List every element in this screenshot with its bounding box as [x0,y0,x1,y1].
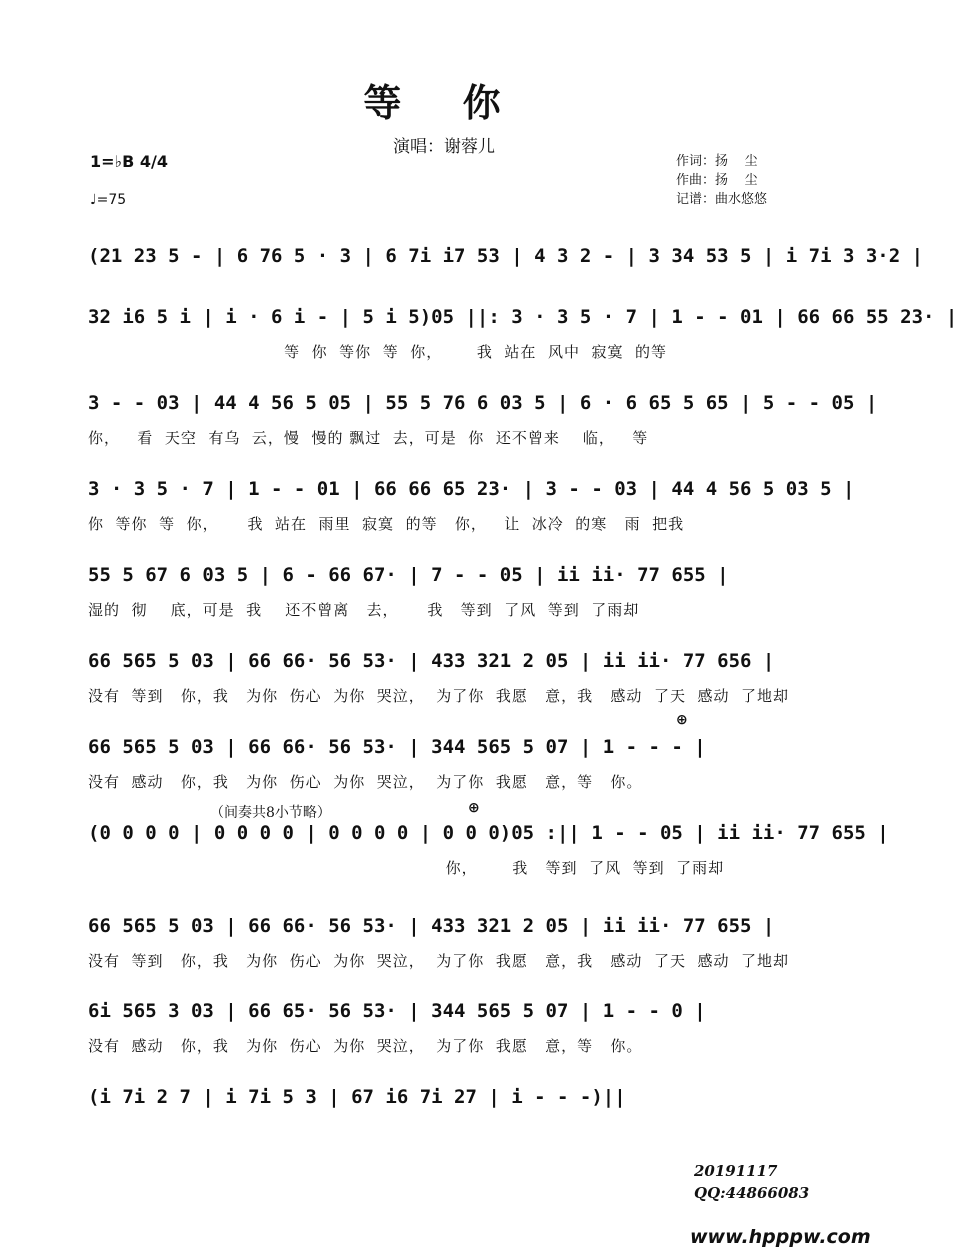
footer-info [694,1160,809,1204]
staff-lyrics: 没有 感动 你，我 为你 伤心 为你 哭泣， 为了你 我愿 意，等 你。 [88,773,643,791]
staff-3 [0,383,888,473]
key-signature: 1=♭B 4/4 [90,152,168,171]
staff-lyrics: 等 你 等你 等 你， 我 站在 风中 寂寞 的等 [88,343,668,361]
staff-notes: 6i 565 3 03 | 66 65· 56 53· | 344 565 5 07 | 1 - - 0 | [88,1000,706,1022]
staff-lyrics: 没有 等到 你，我 为你 伤心 为你 哭泣， 为了你 我愿 意，我 感动 了天 感动 了地却 [88,687,790,705]
coda-symbol: ⊕ [676,712,688,728]
staff-lyrics [88,1121,800,1147]
staff-lyrics: 湿的 彻 底，可是 我 还不曾离 去， 我 等到 了风 等到 了雨却 [88,601,640,619]
staff-notes: 3 · 3 5 · 7 | 1 - - 01 | 66 66 65 23· | 3 - - 03 | 44 4 56 5 03 5 | [88,478,855,500]
staff-notes: (21 23 5 - | 6 76 5 · 3 | 6 7i i7 53 | 4 3 2 - | 3 34 53 5 | i 7i 3 3·2 | [88,245,924,267]
staff-4 [0,469,888,559]
staff-7 [0,727,888,817]
contact-qq: QQ:44866083 [694,1184,810,1202]
staff-lyrics: 没有 感动 你，我 为你 伤心 为你 哭泣， 为了你 我愿 意，等 你。 [88,1037,643,1055]
credits-block [676,152,767,209]
interlude-note: （间奏共8小节略） [210,805,331,821]
staff-lyrics: 没有 等到 你，我 为你 伤心 为你 哭泣， 为了你 我愿 意，我 感动 了天 感动 了地却 [88,952,790,970]
coda-symbol: ⊕ [468,800,480,816]
staff-5 [0,555,888,645]
staff-notes: (0 0 0 0 | 0 0 0 0 | 0 0 0 0 | 0 0 0)05 :|| 1 - - 05 | ii ii· 77 655 | [88,822,889,844]
staff-notes: 55 5 67 6 03 5 | 6 - 66 67· | 7 - - 05 | ii ii· 77 655 | [88,564,729,586]
staff-notes: (i 7i 2 7 | i 7i 5 3 | 67 i6 7i 27 | i - - -)|| [88,1086,626,1108]
staff-notes: 66 565 5 03 | 66 66· 56 53· | 433 321 2 05 | ii ii· 77 656 | [88,650,775,672]
tempo-marking: ♩=75 [90,192,127,208]
staff-notes: 3 - - 03 | 44 4 56 5 05 | 55 5 76 6 03 5 | 6 · 6 65 5 65 | 5 - - 05 | [88,392,878,414]
singer-credit: 演唱：谢蓉儿 [393,137,495,157]
staff-lyrics: 你， 看 天空 有乌 云，慢 慢的 飘过 去，可是 你 还不曾来 临， 等 [88,429,649,447]
staff-8 [0,813,888,903]
transcriber-credit: 记谱：曲水悠悠 [676,192,768,207]
composer-credit: 作曲：扬 尘 [676,173,758,188]
staff-6 [0,641,888,731]
transcription-date: 20191117 [694,1162,778,1180]
staff-10 [0,991,888,1081]
staff-2 [0,297,957,387]
lyricist-credit: 作词：扬 尘 [676,154,758,169]
song-title: 等 你 [363,80,525,125]
staff-notes: 66 565 5 03 | 66 66· 56 53· | 433 321 2 05 | ii ii· 77 655 | [88,915,775,937]
staff-lyrics: 你， 我 等到 了风 等到 了雨却 [88,859,725,877]
staff-9 [0,906,888,996]
site-watermark: www.hpppw.com [690,1226,871,1248]
staff-11 [0,1077,888,1167]
staff-notes: 32 i6 5 i | i · 6 i - | 5 i 5)05 ||: 3 · 3 5 · 7 | 1 - - 01 | 66 66 55 23· | [88,306,957,328]
staff-notes: 66 565 5 03 | 66 66· 56 53· | 344 565 5 07 | 1 - - - | [88,736,706,758]
staff-lyrics: 你 等你 等 你， 我 站在 雨里 寂寞 的等 你， 让 冰冷 的寒 雨 把我 [88,515,685,533]
